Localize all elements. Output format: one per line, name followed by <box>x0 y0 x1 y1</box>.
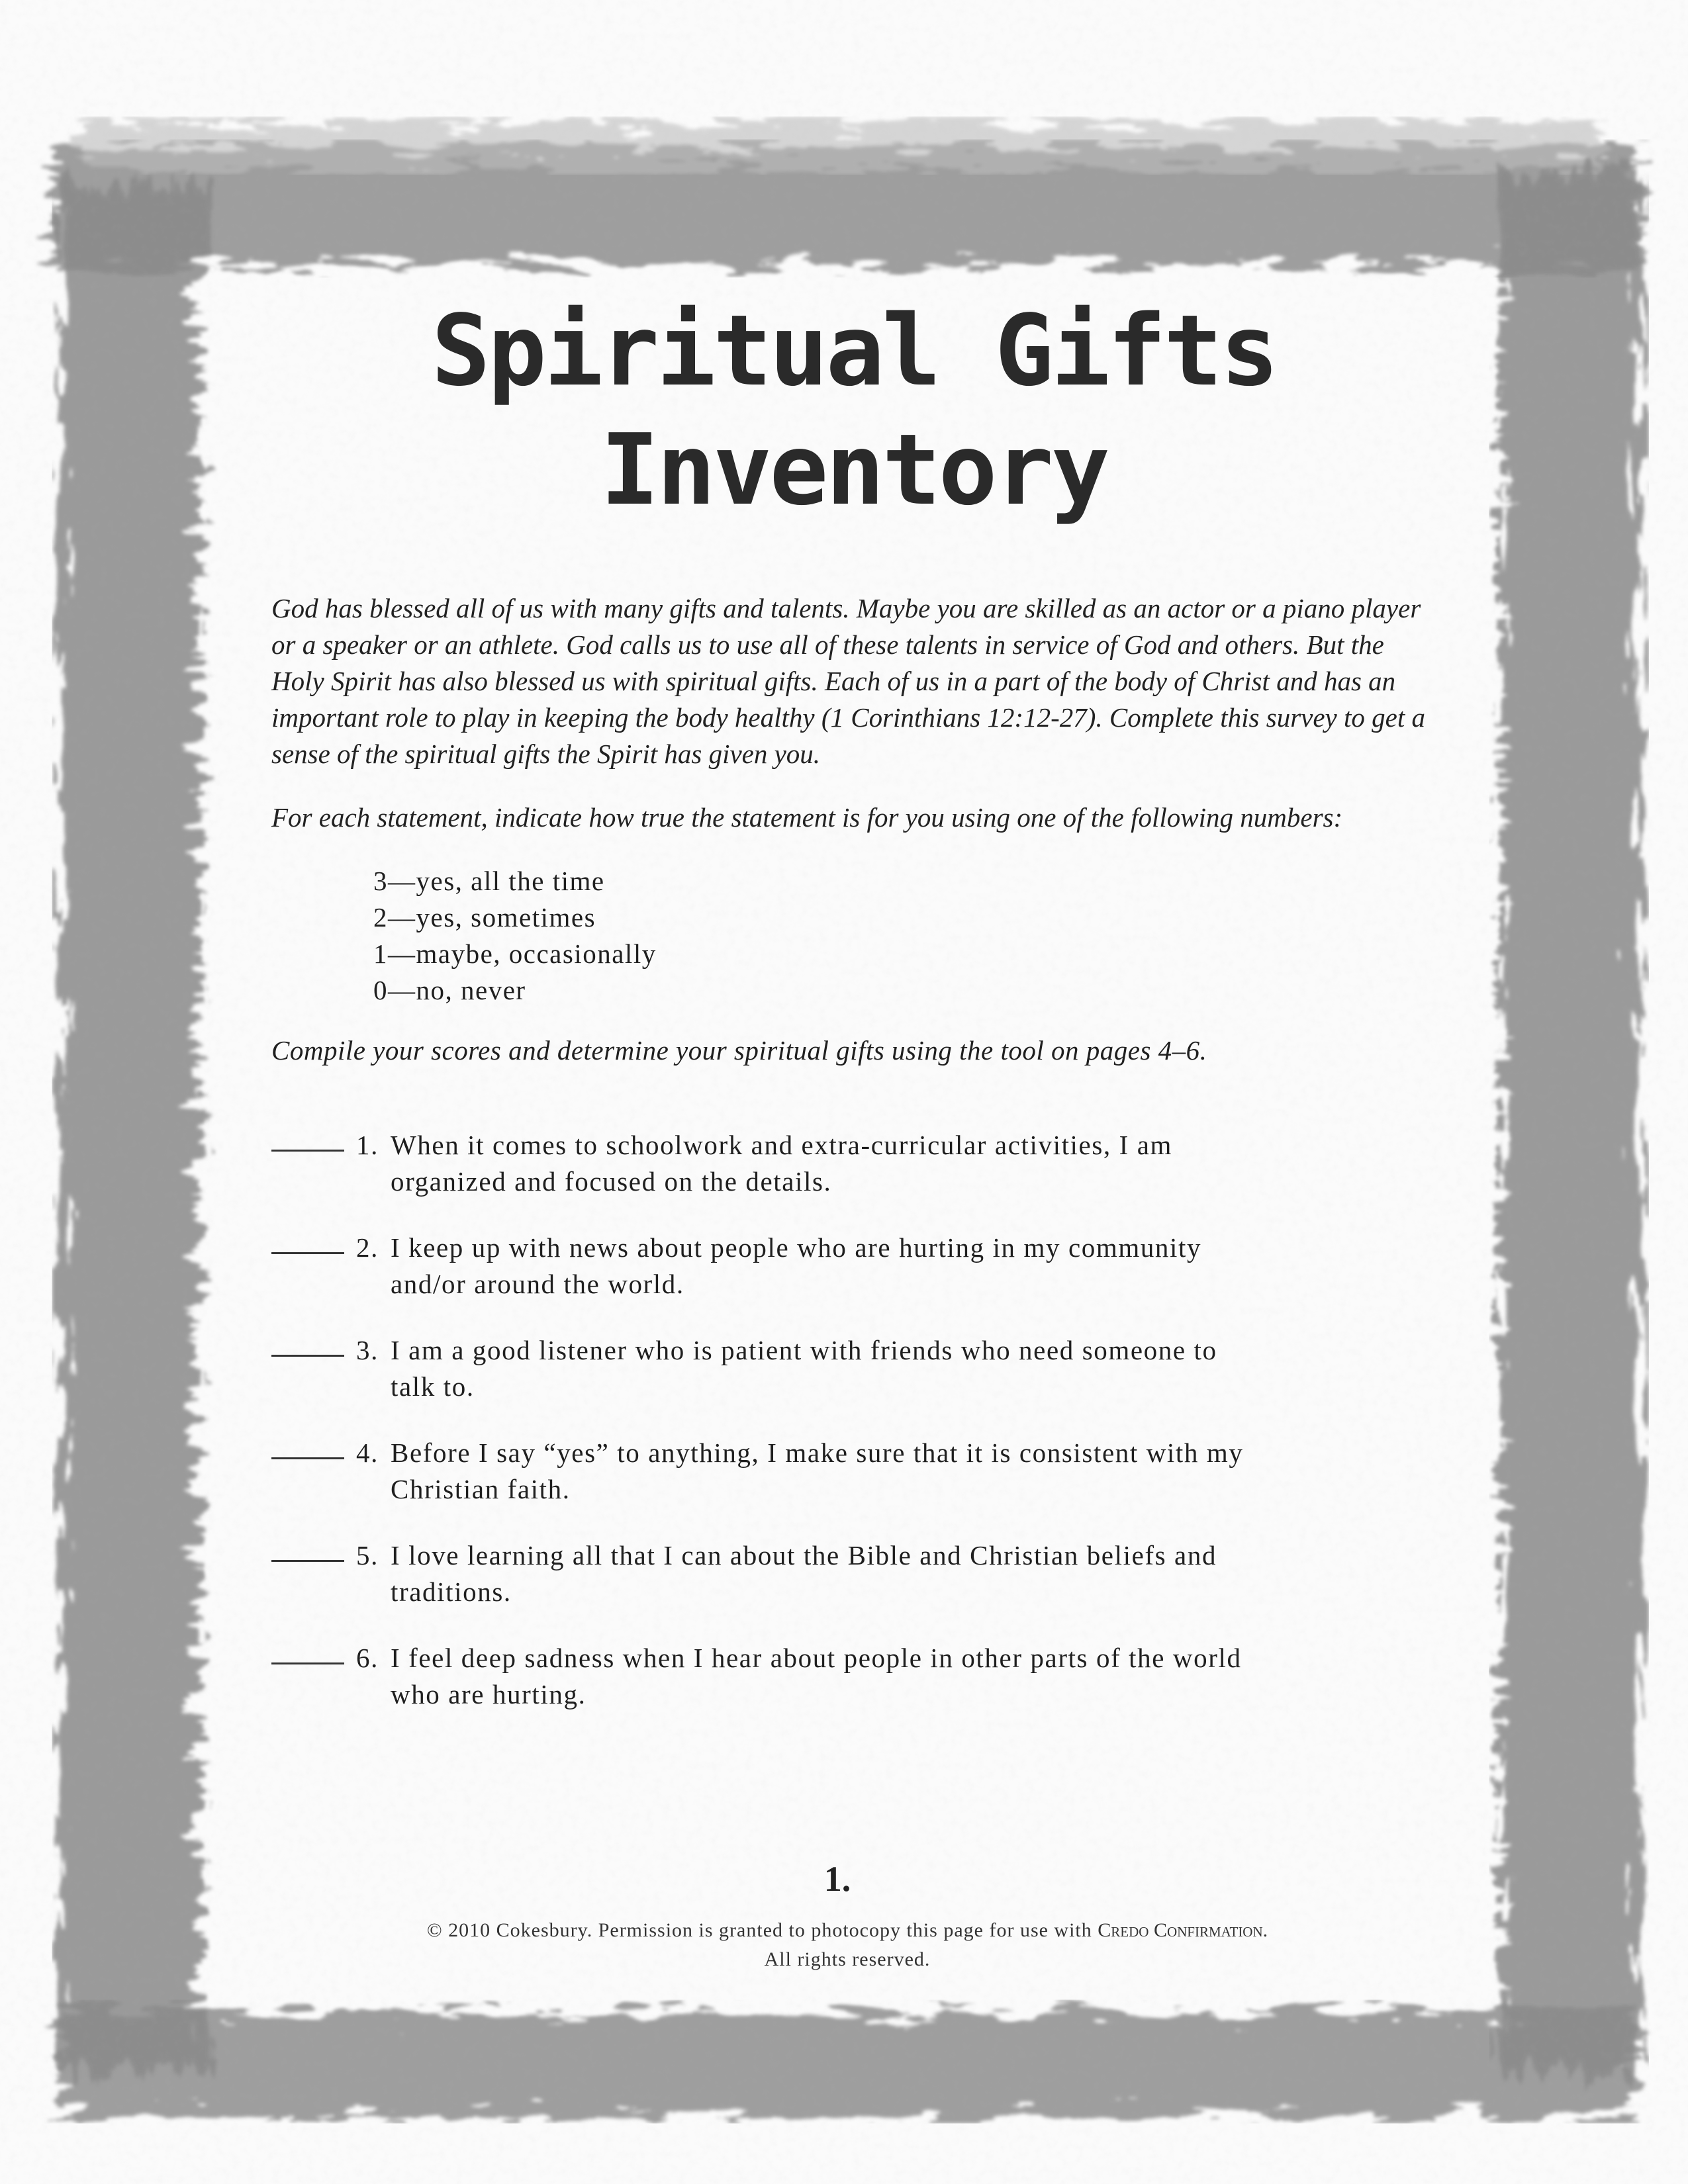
item-number: 1. <box>356 1130 379 1160</box>
item-text-line: Christian faith. <box>391 1474 571 1504</box>
item-number: 5. <box>356 1540 379 1570</box>
score-blank[interactable] <box>271 1457 344 1459</box>
scale-option: 3—yes, all the time <box>373 866 605 896</box>
item-text-line: organized and focused on the details. <box>391 1166 832 1197</box>
survey-item <box>271 1640 1436 1713</box>
page-number: 1. <box>823 1859 851 1899</box>
compile-note: Compile your scores and determine your spiritual gifts using the tool on pages 4–6. <box>271 1035 1207 1066</box>
survey-item <box>271 1332 1436 1405</box>
page-title <box>271 291 1436 529</box>
score-blank[interactable] <box>271 1150 344 1152</box>
score-blank[interactable] <box>271 1252 344 1254</box>
item-text-line: traditions. <box>391 1576 512 1607</box>
item-text-line: and/or around the world. <box>391 1269 684 1299</box>
item-text-line: I love learning all that I can about the Bible and Christian beliefs and <box>391 1540 1217 1570</box>
item-number: 2. <box>356 1232 379 1263</box>
rating-scale <box>373 863 1436 1009</box>
survey-item <box>271 1127 1436 1200</box>
product-name: Credo Confirmation. <box>1098 1919 1268 1941</box>
title-line-2: Inventory <box>600 413 1107 527</box>
score-blank[interactable] <box>271 1662 344 1664</box>
scale-option: 2—yes, sometimes <box>373 902 596 933</box>
item-text-line: I keep up with news about people who are hurting in my community <box>391 1232 1202 1263</box>
item-text-line: I feel deep sadness when I hear about people in other parts of the world <box>391 1643 1242 1673</box>
item-number: 6. <box>356 1643 379 1673</box>
item-text-line: talk to. <box>391 1371 475 1402</box>
item-text-line: I am a good listener who is patient with friends who need someone to <box>391 1335 1217 1365</box>
page-content <box>271 291 1436 1743</box>
scale-option: 1—maybe, occasionally <box>373 938 657 969</box>
scale-option: 0—no, never <box>373 975 526 1005</box>
survey-item <box>271 1230 1436 1302</box>
score-blank[interactable] <box>271 1560 344 1562</box>
intro-paragraph: God has blessed all of us with many gifts and talents. Maybe you are skilled as an actor or a piano player or a speaker or an athlete. God calls us to use all of these talents in service of God and others. But the Holy Spirit has also blessed us with spiritual gifts. Each of us in a part of the body of Christ and has an important role to play in keeping the body healthy (1 Corinthians 12:12-27). Complete this survey to get a sense of the spiritual gifts the Spirit has given you. <box>271 593 1425 769</box>
title-line-1: Spiritual Gifts <box>431 294 1277 408</box>
rights-reserved: All rights reserved. <box>764 1948 931 1970</box>
item-text-line: When it comes to schoolwork and extra-curricular activities, I am <box>391 1130 1172 1160</box>
survey-item <box>271 1435 1436 1508</box>
item-text-line: Before I say “yes” to anything, I make sure that it is consistent with my <box>391 1437 1244 1468</box>
copyright-notice <box>265 1916 1430 1974</box>
survey-item <box>271 1537 1436 1610</box>
item-text-line: who are hurting. <box>391 1679 586 1709</box>
item-number: 4. <box>356 1437 379 1468</box>
item-number: 3. <box>356 1335 379 1365</box>
score-blank[interactable] <box>271 1355 344 1357</box>
survey-statements <box>271 1127 1436 1713</box>
instructions-paragraph: For each statement, indicate how true the statement is for you using one of the following numbers: <box>271 802 1343 833</box>
copyright-text: © 2010 Cokesbury. Permission is granted to photocopy this page for use with <box>426 1919 1092 1941</box>
